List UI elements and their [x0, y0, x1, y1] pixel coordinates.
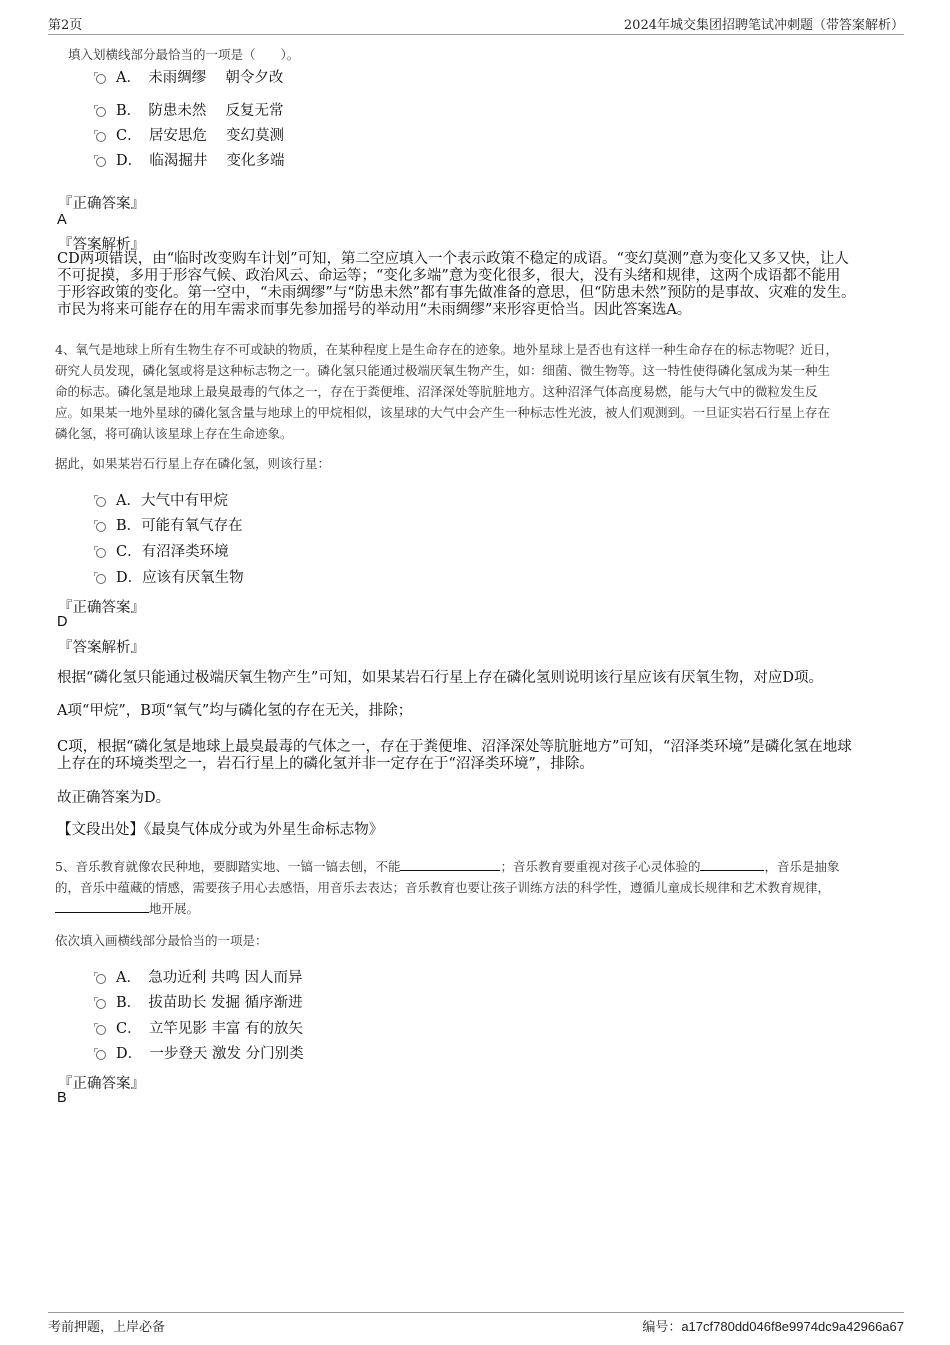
radio-icon[interactable]	[96, 497, 106, 507]
page-number: 第2页	[48, 18, 83, 33]
q4-source: 【文段出处】《最臭气体成分或为外星生命标志物》	[57, 822, 384, 838]
q4-stem: 据此，如果某岩石行星上存在磷化氢，则该行星：	[55, 456, 331, 471]
radio-icon[interactable]	[96, 522, 106, 532]
radio-icon[interactable]	[96, 1025, 106, 1035]
q3-option-b[interactable]: B． 防患未然 反复无常	[96, 99, 284, 119]
radio-icon[interactable]	[96, 974, 106, 984]
page-footer	[48, 1312, 904, 1335]
q5-option-b[interactable]: B． 拔苗助长 发掘 循序渐进	[96, 991, 303, 1011]
q4-analysis-p2: A项“甲烷”，B项“氧气”均与磷化氢的存在无关，排除；	[57, 703, 413, 719]
q4-passage: 4、氧气是地球上所有生物生存不可或缺的物质，在某种程度上是生命存在的迹象。地外星球上是否也有这样一种生命存在的标志物呢？近日， 研究人员发现，磷化氢或将是这种标志物之一。磷化氢只能通过极端厌氧生物产生，如：细菌、微生物等。这一特性使得磷化氢成为某一种生 命的标志。磷化氢是地球上最臭最毒的气体之一，存在于粪便堆、沼泽深处等肮脏地方。这种沼泽气体高度易燃，能与大气中的微粒发生反 应。如果某一地外星球的磷化氢含量与地球上的甲烷相似，该星球的大气中会产生一种标志性光波，被人们观测到。一旦证实岩石行星上存在 磷化氢，将可确认该星球上存在生命迹象。	[55, 342, 838, 441]
radio-icon[interactable]	[96, 999, 106, 1009]
radio-icon[interactable]	[96, 548, 106, 558]
q3-option-a[interactable]: A． 未雨绸缪 朝令夕改	[96, 66, 283, 86]
q4-analysis-p1: 根据“磷化氢只能通过极端厌氧生物产生”可知，如果某岩石行星上存在磷化氢则说明该行星应该有厌氧生物，对应D项。	[57, 670, 823, 686]
q5-answer-label: 『正确答案』	[58, 1076, 145, 1092]
radio-icon[interactable]	[96, 157, 106, 167]
q3-option-d[interactable]: D． 临渴掘井 变化多端	[96, 149, 284, 169]
q5-stem: 依次填入画横线部分最恰当的一项是：	[55, 933, 268, 948]
footer-slogan: 考前押题，上岸必备	[48, 1320, 166, 1335]
q4-analysis-p4: 故正确答案为D。	[57, 790, 171, 806]
q5-option-d[interactable]: D． 一步登天 激发 分门别类	[96, 1042, 304, 1062]
q4-option-a[interactable]: A．大气中有甲烷	[96, 489, 228, 509]
document-code: 编号：a17cf780dd046f8e9974dc9a42966a67	[642, 1319, 904, 1335]
blank-1	[400, 858, 500, 871]
q4-analysis-label: 『答案解析』	[58, 640, 145, 656]
q4-analysis-p3: C项，根据“磷化氢是地球上最臭最毒的气体之一，存在于粪便堆、沼泽深处等肮脏地方”可知，“沼泽类环境”是磷化氢在地球 上存在的环境类型之一，岩石行星上的磷化氢并非一定存在于“沼泽类环境”，排除。	[57, 739, 852, 772]
radio-icon[interactable]	[96, 107, 106, 117]
q4-answer-label: 『正确答案』	[58, 600, 145, 616]
q4-answer: D	[57, 614, 68, 630]
page-header	[48, 14, 904, 35]
q3-answer: A	[57, 212, 67, 228]
q3-analysis: CD两项错误，由“临时改变购车计划”可知，第二空应填入一个表示政策不稳定的成语。“变幻莫测”意为变化又多又快，让人 不可捉摸，多用于形容气候、政治风云、命运等；“变化多端”意为变化很多，很大，没有头绪和规律，这两个成语都不能用 于形容政策的变化。第一空中，“未雨绸缪”与“防患未然”都有事先做准备的意思，但“防患未然”预防的是事故、灾难的发生。 市民为将来可能存在的用车需求而事先参加摇号的举动用“未雨绸缪”来形容更恰当。因此答案选A。	[57, 251, 856, 318]
q5-answer: B	[57, 1090, 67, 1106]
q4-option-b[interactable]: B．可能有氧气存在	[96, 514, 243, 534]
radio-icon[interactable]	[96, 1050, 106, 1060]
q5-option-c[interactable]: C． 立竿见影 丰富 有的放矢	[96, 1017, 303, 1037]
q4-option-c[interactable]: C．有沼泽类环境	[96, 540, 229, 560]
q5-passage: 5、音乐教育就像农民种地，要脚踏实地、一镐一镐去刨，不能 ；音乐教育要重视对孩子心灵体验的 ，音乐是抽象 的，音乐中蕴藏的情感，需要孩子用心去感悟，用音乐去表达；音乐教育也要让孩子训练方法的科学性，遵循儿童成长规律和艺术教育规律， 地开展。	[55, 859, 840, 916]
q3-stem: 填入划横线部分最恰当的一项是（ ）。	[68, 47, 300, 62]
blank-2	[700, 858, 764, 871]
q3-analysis-label: 『答案解析』	[58, 237, 145, 253]
blank-3	[55, 900, 149, 913]
q4-option-d[interactable]: D．应该有厌氧生物	[96, 566, 244, 586]
q3-option-c[interactable]: C． 居安思危 变幻莫测	[96, 124, 284, 144]
q3-answer-label: 『正确答案』	[58, 196, 145, 212]
document-title: 2024年城交集团招聘笔试冲刺题（带答案解析）	[623, 18, 904, 33]
radio-icon[interactable]	[96, 74, 106, 84]
q5-option-a[interactable]: A． 急功近利 共鸣 因人而异	[96, 966, 302, 986]
radio-icon[interactable]	[96, 132, 106, 142]
radio-icon[interactable]	[96, 574, 106, 584]
